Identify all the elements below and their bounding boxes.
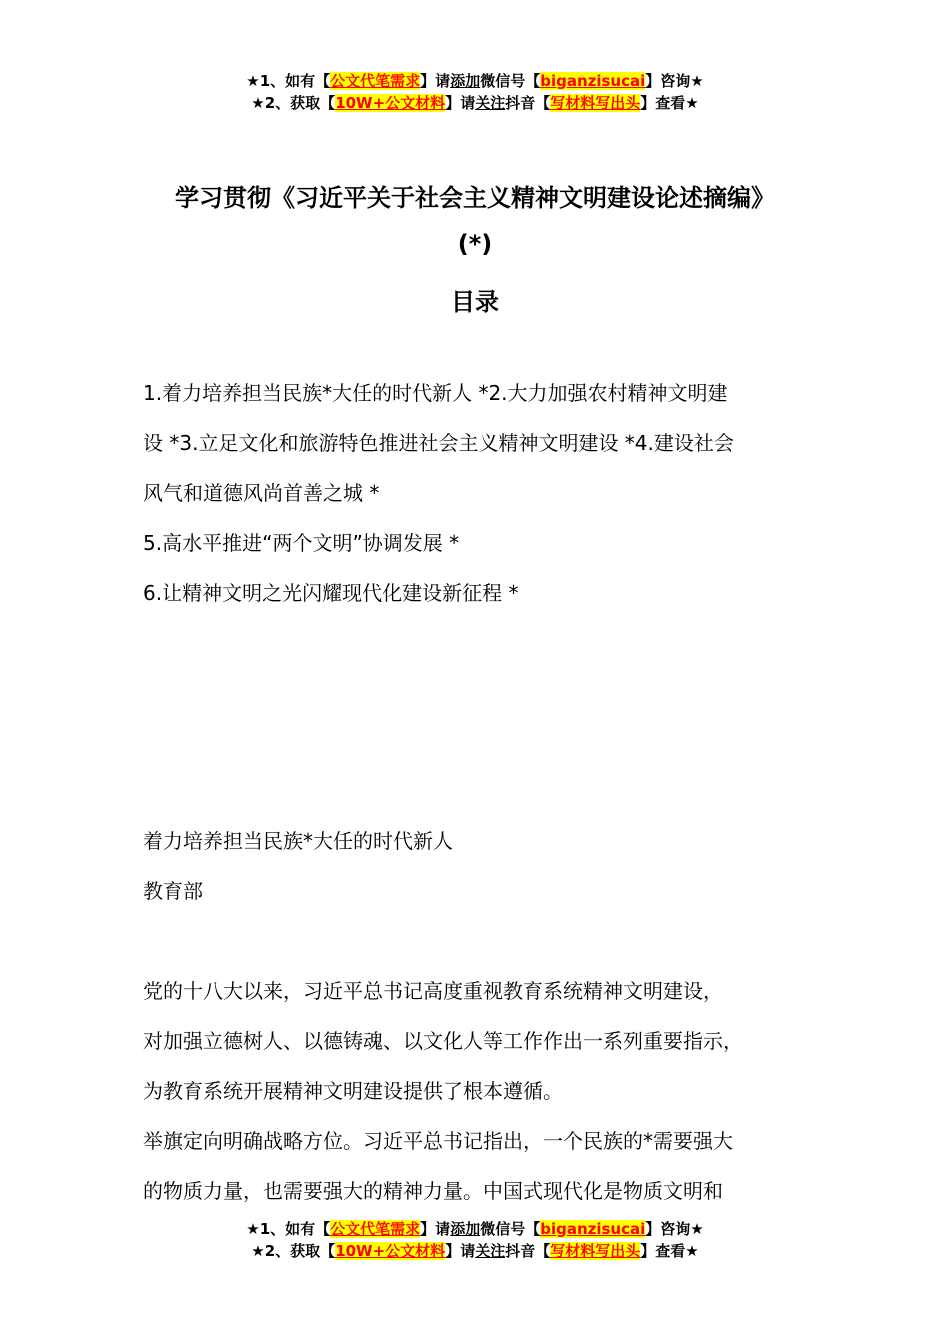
banner-text: 】咨询★ (645, 1220, 704, 1238)
section-header (143, 816, 833, 916)
banner-text: ★1、如有【 (246, 1220, 331, 1238)
section-body (143, 966, 833, 1216)
bottom-banner (0, 1218, 950, 1262)
banner-highlight: 公文代笔需求 (330, 72, 421, 90)
body-line: 党的十八大以来，习近平总书记高度重视教育系统精神文明建设， (143, 979, 723, 1003)
toc-line: 1.着力培养担当民族*大任的时代新人 *2.大力加强农村精神文明建 (143, 381, 728, 405)
banner-line-2 (0, 92, 950, 114)
toc-heading: 目录 (451, 288, 499, 316)
banner-highlight: 写材料写出头 (550, 1242, 641, 1260)
banner-text: ★2、获取【 (251, 94, 336, 112)
toc-line: 设 *3.立足文化和旅游特色推进社会主义精神文明建设 *4.建设社会 (143, 431, 734, 455)
banner-text: ★1、如有【 (246, 72, 331, 90)
section-author: 教育部 (143, 879, 203, 903)
toc-item-5: 5.高水平推进“两个文明”协调发展 * (143, 531, 460, 555)
body-line: 对加强立德树人、以德铸魂、以文化人等工作作出一系列重要指示， (143, 1029, 743, 1053)
document-subtitle: (*) (457, 230, 493, 258)
body-line: 为教育系统开展精神文明建设提供了根本遵循。 (143, 1079, 563, 1103)
banner-underline: 添加 (450, 1220, 481, 1238)
banner-text: 】请 (445, 94, 476, 112)
banner-text: 】咨询★ (645, 72, 704, 90)
toc-item-6: 6.让精神文明之光闪耀现代化建设新征程 * (143, 581, 519, 605)
banner-text: 抖音【 (505, 94, 551, 112)
banner-text: 】请 (420, 1220, 451, 1238)
banner-text: 】查看★ (640, 94, 699, 112)
body-line: 的物质力量，也需要强大的精神力量。中国式现代化是物质文明和 (143, 1179, 723, 1203)
body-line: 举旗定向明确战略方位。习近平总书记指出，一个民族的*需要强大 (143, 1129, 733, 1153)
banner-highlight: biganzisucai (540, 1220, 646, 1238)
banner-text: 微信号【 (480, 72, 541, 90)
banner-underline: 关注 (475, 94, 506, 112)
banner-text: 】请 (445, 1242, 476, 1260)
top-banner (0, 70, 950, 114)
banner-highlight: biganzisucai (540, 72, 646, 90)
banner-underline: 关注 (475, 1242, 506, 1260)
banner-line-1 (0, 1218, 950, 1240)
banner-text: 】查看★ (640, 1242, 699, 1260)
banner-text: ★2、获取【 (251, 1242, 336, 1260)
toc-line: 风气和道德风尚首善之城 * (143, 481, 380, 505)
document-title: 学习贯彻《习近平关于社会主义精神文明建设论述摘编》 (175, 184, 775, 212)
section-heading: 着力培养担当民族*大任的时代新人 (143, 829, 453, 853)
banner-highlight: 公文代笔需求 (330, 1220, 421, 1238)
banner-highlight: 10W+公文材料 (335, 1242, 446, 1260)
banner-text: 抖音【 (505, 1242, 551, 1260)
banner-line-2 (0, 1240, 950, 1262)
banner-highlight: 写材料写出头 (550, 94, 641, 112)
banner-line-1 (0, 70, 950, 92)
banner-highlight: 10W+公文材料 (335, 94, 446, 112)
banner-underline: 添加 (450, 72, 481, 90)
banner-text: 微信号【 (480, 1220, 541, 1238)
table-of-contents (143, 368, 823, 618)
banner-text: 】请 (420, 72, 451, 90)
